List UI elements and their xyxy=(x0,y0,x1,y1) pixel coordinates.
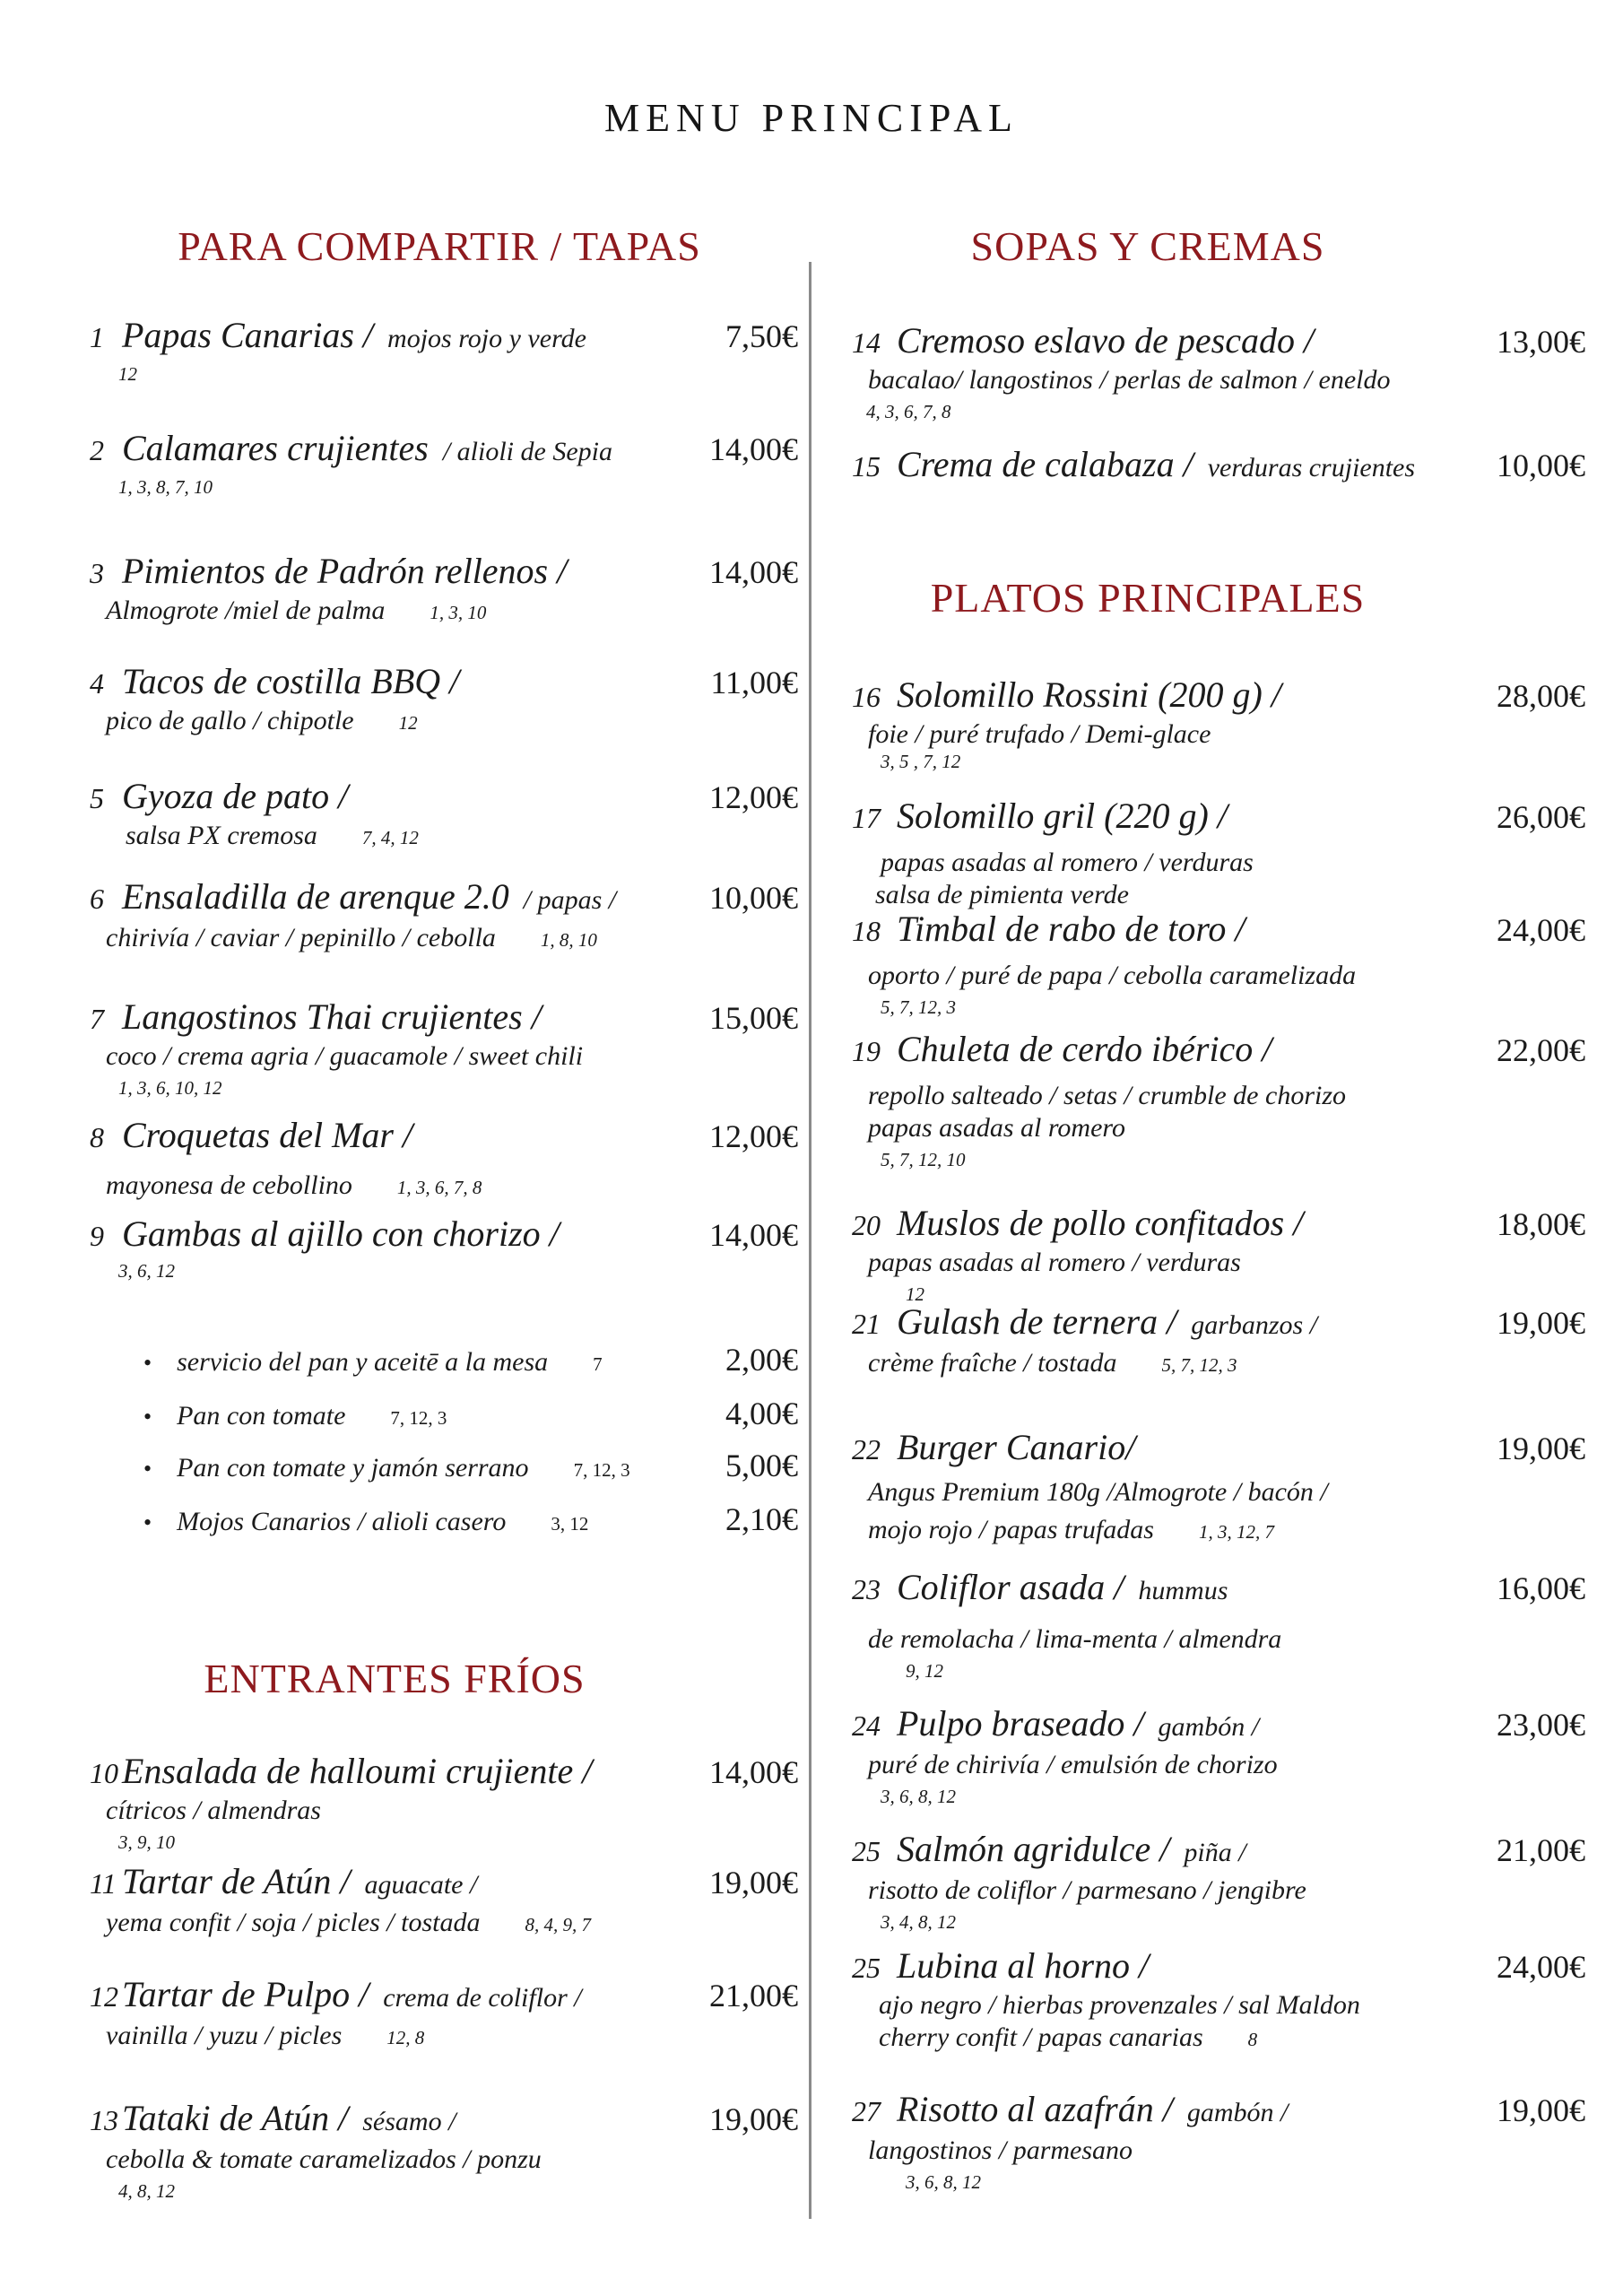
item-description-text: cítricos / almendras xyxy=(106,1796,321,1825)
item-description-text: ajo negro / hierbas provenzales / sal Maldon xyxy=(879,1990,1360,2020)
item-description xyxy=(868,1514,1585,1548)
item-description-text: langostinos / parmesano xyxy=(868,2135,1133,2165)
menu-item xyxy=(852,1204,1585,1305)
extra-allergens: 7, 12, 3 xyxy=(390,1407,447,1429)
item-price: 12,00€ xyxy=(709,1118,798,1154)
item-allergens-inline: 5, 7, 12, 3 xyxy=(1161,1354,1237,1376)
item-price: 19,00€ xyxy=(709,1865,798,1900)
item-price: 16,00€ xyxy=(1497,1570,1585,1606)
item-allergens: 3, 6, 8, 12 xyxy=(906,2171,981,2193)
item-number: 2 xyxy=(90,434,104,466)
item-description-text: papas asadas al romero / verduras xyxy=(868,1248,1241,1277)
item-head xyxy=(852,445,1585,488)
item-head xyxy=(852,321,1585,362)
item-number: 8 xyxy=(90,1121,104,1153)
section-header-principales: PLATOS PRINCIPALES xyxy=(930,575,1366,621)
extra-price: 2,10€ xyxy=(725,1501,798,1537)
item-name: Tartar de Atún / xyxy=(122,1861,351,1901)
menu-item xyxy=(852,1302,1585,1381)
extra-text: Pan con tomate y jamón serrano xyxy=(177,1453,529,1483)
item-number: 13 xyxy=(90,2104,118,2136)
extra-price: 2,00€ xyxy=(725,1342,798,1378)
item-number: 14 xyxy=(852,326,881,359)
item-head xyxy=(852,1428,1585,1469)
item-description-text: pico de gallo / chipotle xyxy=(106,706,354,735)
item-name: Gambas al ajillo con chorizo / xyxy=(122,1213,560,1254)
item-price: 14,00€ xyxy=(709,1754,798,1790)
item-description xyxy=(868,1112,1585,1144)
item-price: 26,00€ xyxy=(1497,799,1585,835)
item-head xyxy=(852,1204,1585,1245)
item-description-text: salsa de pimienta verde xyxy=(875,880,1129,909)
item-head xyxy=(852,1030,1585,1071)
menu-item xyxy=(852,445,1585,488)
item-name: Pulpo braseado / xyxy=(897,1703,1144,1744)
item-description xyxy=(868,2135,1585,2167)
item-price: 14,00€ xyxy=(709,431,798,467)
item-allergens-inline: 8 xyxy=(1247,2029,1258,2050)
extra-price: 4,00€ xyxy=(725,1396,798,1431)
item-head xyxy=(90,552,798,593)
item-description xyxy=(106,2020,798,2054)
item-note: sésamo / xyxy=(362,2107,456,2136)
item-number: 23 xyxy=(852,1573,881,1605)
item-description-text: foie / puré trufado / Demi-glace xyxy=(868,719,1211,749)
item-head xyxy=(90,777,798,818)
item-name: Tataki de Atún / xyxy=(122,2098,349,2138)
item-name: Croquetas del Mar / xyxy=(122,1115,413,1155)
item-name: Pimientos de Padrón rellenos / xyxy=(122,551,568,591)
item-number: 21 xyxy=(852,1308,881,1340)
item-name: Solomillo Rossini (200 g) / xyxy=(897,674,1281,715)
item-allergens-inline: 1, 3, 6, 7, 8 xyxy=(396,1177,482,1198)
item-number: 12 xyxy=(90,1980,118,2013)
item-number: 10 xyxy=(90,1757,118,1789)
menu-item xyxy=(852,1568,1585,1682)
menu-item xyxy=(90,1975,798,2054)
item-description xyxy=(879,2022,1585,2056)
item-name: Risotto al azafrán / xyxy=(897,2089,1173,2129)
menu-item xyxy=(852,1704,1585,1807)
item-description-text: salsa PX cremosa xyxy=(126,821,317,850)
item-name: Ensaladilla de arenque 2.0 xyxy=(122,876,509,917)
item-head xyxy=(90,1752,798,1793)
item-allergens: 3, 9, 10 xyxy=(118,1831,175,1853)
item-allergens: 3, 4, 8, 12 xyxy=(881,1911,956,1933)
menu-item xyxy=(852,909,1585,1018)
item-price: 10,00€ xyxy=(1497,448,1585,483)
item-note: aguacate / xyxy=(364,1870,478,1900)
item-head xyxy=(852,1946,1585,1987)
item-description xyxy=(106,1170,798,1204)
extra-allergens: 7, 12, 3 xyxy=(573,1459,630,1481)
item-allergens: 9, 12 xyxy=(906,1660,943,1682)
item-price: 11,00€ xyxy=(710,665,798,700)
menu-item xyxy=(852,1428,1585,1548)
item-allergens: 12 xyxy=(118,363,137,385)
item-price: 19,00€ xyxy=(1497,2092,1585,2128)
item-name: Ensalada de halloumi crujiente / xyxy=(122,1751,593,1791)
item-name: Chuleta de cerdo ibérico / xyxy=(897,1029,1272,1069)
item-name: Burger Canario/ xyxy=(897,1427,1136,1467)
item-note: garbanzos / xyxy=(1191,1310,1318,1340)
item-description xyxy=(106,1040,798,1073)
item-number: 25 xyxy=(852,1952,881,1984)
item-name: Salmón agridulce / xyxy=(897,1829,1170,1869)
item-allergens: 1, 3, 8, 7, 10 xyxy=(118,476,213,498)
menu-item xyxy=(852,675,1585,772)
item-number: 5 xyxy=(90,782,104,814)
menu-item xyxy=(90,429,798,498)
extra-allergens: 3, 12 xyxy=(551,1513,589,1535)
item-allergens-inline: 12, 8 xyxy=(386,2027,425,2048)
item-name: Solomillo gril (220 g) / xyxy=(897,796,1228,836)
item-head xyxy=(852,796,1585,838)
item-description xyxy=(106,2144,798,2176)
item-price: 19,00€ xyxy=(1497,1305,1585,1341)
item-note: piña / xyxy=(1184,1838,1246,1867)
item-description-text: vainilla / yuzu / picles xyxy=(106,2021,343,2050)
menu-item xyxy=(852,321,1585,422)
menu-item xyxy=(852,1030,1585,1170)
item-head xyxy=(90,2099,798,2142)
item-description xyxy=(868,718,1585,751)
column-divider xyxy=(809,262,812,2219)
menu-item xyxy=(90,997,798,1099)
section-header-entrantes: ENTRANTES FRÍOS xyxy=(204,1656,586,1701)
item-number: 4 xyxy=(90,667,104,700)
item-allergens: 4, 3, 6, 7, 8 xyxy=(866,401,951,422)
item-name: Crema de calabaza / xyxy=(897,444,1193,484)
item-name: Langostinos Thai crujientes / xyxy=(122,996,542,1037)
item-description xyxy=(875,879,1585,911)
item-number: 3 xyxy=(90,557,104,589)
item-name: Lubina al horno / xyxy=(897,1945,1150,1986)
item-description xyxy=(868,960,1585,992)
item-note: mojos rojo y verde xyxy=(387,324,586,353)
item-price: 19,00€ xyxy=(709,2101,798,2137)
item-allergens: 3, 6, 8, 12 xyxy=(881,1786,956,1807)
bullet-icon: • xyxy=(143,1509,152,1535)
item-head xyxy=(852,1830,1585,1873)
menu-item xyxy=(852,2090,1585,2193)
extra-price: 5,00€ xyxy=(725,1448,798,1483)
item-number: 17 xyxy=(852,802,881,834)
item-note: hummus xyxy=(1138,1576,1228,1605)
item-description-text: Angus Premium 180g /Almogrote / bacón / xyxy=(868,1477,1328,1507)
item-allergens: 4, 8, 12 xyxy=(118,2180,175,2202)
menu-item xyxy=(90,777,798,854)
item-number: 25 xyxy=(852,1835,881,1867)
page-title: MENU PRINCIPAL xyxy=(604,96,1019,140)
item-head xyxy=(90,1214,798,1256)
item-name: Tacos de costilla BBQ / xyxy=(122,661,460,701)
item-head xyxy=(90,316,798,359)
menu-item xyxy=(90,662,798,739)
item-description-text: crème fraîche / tostada xyxy=(868,1348,1117,1378)
item-name: Cremoso eslavo de pescado / xyxy=(897,320,1315,361)
item-head xyxy=(90,429,798,472)
item-description-text: chirivía / caviar / pepinillo / cebolla xyxy=(106,923,496,952)
item-allergens-inline: 12 xyxy=(398,712,418,734)
item-allergens-inline: 1, 3, 12, 7 xyxy=(1198,1521,1274,1543)
item-description xyxy=(106,595,798,629)
item-price: 21,00€ xyxy=(709,1978,798,2013)
item-description-text: puré de chirivía / emulsión de chorizo xyxy=(868,1750,1278,1779)
item-price: 24,00€ xyxy=(1497,1949,1585,1985)
item-number: 7 xyxy=(90,1003,104,1035)
item-description-text: papas asadas al romero xyxy=(868,1113,1125,1143)
item-description-text: papas asadas al romero / verduras xyxy=(881,848,1254,877)
bread-extra-row xyxy=(143,1448,798,1488)
section-header-tapas: PARA COMPARTIR / TAPAS xyxy=(178,223,701,269)
item-description-text: repollo salteado / setas / crumble de chorizo xyxy=(868,1081,1346,1110)
item-price: 10,00€ xyxy=(709,880,798,916)
item-description-text: cherry confit / papas canarias xyxy=(879,2022,1203,2052)
item-number: 24 xyxy=(852,1709,881,1742)
item-price: 18,00€ xyxy=(1497,1206,1585,1242)
item-description xyxy=(881,847,1585,879)
menu-item xyxy=(90,316,798,385)
extra-text: servicio del pan y aceitē a la mesa xyxy=(177,1347,549,1377)
item-price: 15,00€ xyxy=(709,1000,798,1036)
item-head xyxy=(852,2090,1585,2133)
item-note: verduras crujientes xyxy=(1207,453,1416,483)
item-name: Muslos de pollo confitados / xyxy=(897,1203,1304,1243)
menu-item xyxy=(90,877,798,956)
item-number: 1 xyxy=(90,321,104,353)
section-header-sopas: SOPAS Y CREMAS xyxy=(970,223,1325,269)
item-description xyxy=(106,705,798,739)
bullet-icon: • xyxy=(143,1456,152,1482)
item-note: gambón / xyxy=(1158,1712,1260,1742)
item-description xyxy=(126,820,798,854)
item-head xyxy=(90,997,798,1039)
item-description-text: coco / crema agria / guacamole / sweet chili xyxy=(106,1041,584,1071)
item-price: 24,00€ xyxy=(1497,912,1585,948)
item-description xyxy=(868,1623,1585,1656)
item-allergens-inline: 7, 4, 12 xyxy=(361,827,419,848)
item-number: 15 xyxy=(852,450,881,483)
item-number: 16 xyxy=(852,681,881,713)
menu-item xyxy=(852,1946,1585,2056)
menu-item xyxy=(90,2099,798,2202)
item-number: 9 xyxy=(90,1220,104,1252)
item-head xyxy=(852,1568,1585,1611)
item-price: 12,00€ xyxy=(709,779,798,815)
item-allergens: 3, 6, 12 xyxy=(118,1260,175,1282)
item-description xyxy=(868,1080,1585,1112)
item-allergens-inline: 8, 4, 9, 7 xyxy=(525,1914,591,1935)
menu-item xyxy=(852,796,1585,911)
item-description-text: risotto de coliflor / parmesano / jengibre xyxy=(868,1875,1306,1905)
item-description-text: bacalao/ langostinos / perlas de salmon / eneldo xyxy=(868,365,1391,395)
menu-item xyxy=(90,1214,798,1282)
item-description-text: yema confit / soja / picles / tostada xyxy=(106,1908,481,1937)
item-allergens: 12 xyxy=(906,1283,924,1305)
item-name: Coliflor asada / xyxy=(897,1567,1124,1607)
item-head xyxy=(852,675,1585,717)
item-price: 14,00€ xyxy=(709,554,798,590)
item-description-text: de remolacha / lima-menta / almendra xyxy=(868,1624,1282,1654)
item-description xyxy=(868,364,1585,396)
item-head xyxy=(90,877,798,920)
extra-text: Pan con tomate xyxy=(177,1401,346,1431)
item-note: / alioli de Sepia xyxy=(442,437,612,466)
extra-text: Mojos Canarios / alioli casero xyxy=(177,1507,507,1536)
item-allergens-inline: 1, 3, 10 xyxy=(430,602,487,623)
item-allergens: 3, 5 , 7, 12 xyxy=(881,751,961,772)
bread-extra-row xyxy=(143,1396,798,1436)
item-number: 19 xyxy=(852,1035,881,1067)
item-description xyxy=(106,922,798,956)
item-allergens: 5, 7, 12, 3 xyxy=(881,996,956,1018)
menu-item xyxy=(90,1116,798,1204)
extra-allergens: 7 xyxy=(593,1353,603,1375)
bullet-icon: • xyxy=(143,1350,152,1376)
item-price: 19,00€ xyxy=(1497,1431,1585,1466)
item-head xyxy=(90,1116,798,1157)
item-price: 7,50€ xyxy=(725,318,798,354)
item-description xyxy=(868,1749,1585,1781)
item-head xyxy=(90,662,798,703)
item-description-text: Almogrote /miel de palma xyxy=(106,596,386,625)
item-head xyxy=(90,1975,798,2018)
item-price: 28,00€ xyxy=(1497,678,1585,714)
item-number: 18 xyxy=(852,915,881,947)
bread-extra-row xyxy=(143,1501,798,1542)
item-head xyxy=(90,1862,798,1905)
item-name: Gulash de ternera / xyxy=(897,1301,1177,1342)
item-name: Tartar de Pulpo / xyxy=(122,1974,369,2014)
menu-item xyxy=(90,552,798,629)
menu-item xyxy=(852,1830,1585,1933)
item-number: 27 xyxy=(852,2095,881,2127)
item-price: 22,00€ xyxy=(1497,1032,1585,1068)
item-allergens: 5, 7, 12, 10 xyxy=(881,1149,966,1170)
item-name: Gyoza de pato / xyxy=(122,776,349,816)
item-description xyxy=(868,1874,1585,1907)
item-price: 23,00€ xyxy=(1497,1707,1585,1743)
item-description xyxy=(868,1476,1585,1509)
item-number: 22 xyxy=(852,1433,881,1465)
item-description xyxy=(879,1989,1585,2022)
item-allergens: 1, 3, 6, 10, 12 xyxy=(118,1077,222,1099)
item-name: Papas Canarias / xyxy=(122,315,374,355)
item-number: 6 xyxy=(90,883,104,915)
item-note: gambón / xyxy=(1186,2098,1289,2127)
item-description xyxy=(106,1907,798,1941)
item-number: 11 xyxy=(90,1867,117,1900)
item-price: 13,00€ xyxy=(1497,324,1585,360)
item-description-text: oporto / puré de papa / cebolla caramelizada xyxy=(868,961,1357,990)
item-number: 20 xyxy=(852,1209,881,1241)
menu-item xyxy=(90,1862,798,1941)
item-name: Calamares crujientes xyxy=(122,428,429,468)
item-price: 21,00€ xyxy=(1497,1832,1585,1868)
item-note: crema de coliflor / xyxy=(383,1983,582,2013)
item-description xyxy=(868,1347,1585,1381)
item-note: / papas / xyxy=(523,885,617,915)
item-head xyxy=(852,1302,1585,1345)
item-description-text: cebolla & tomate caramelizados / ponzu xyxy=(106,2144,542,2174)
item-description xyxy=(868,1247,1585,1279)
item-head xyxy=(852,909,1585,951)
item-description-text: mayonesa de cebollino xyxy=(106,1170,352,1200)
menu-item xyxy=(90,1752,798,1853)
bread-extra-row xyxy=(143,1342,798,1382)
item-allergens-inline: 1, 8, 10 xyxy=(540,929,597,951)
item-description-text: mojo rojo / papas trufadas xyxy=(868,1515,1154,1544)
item-head xyxy=(852,1704,1585,1747)
item-name: Timbal de rabo de toro / xyxy=(897,909,1245,949)
bullet-icon: • xyxy=(143,1404,152,1430)
item-price: 14,00€ xyxy=(709,1217,798,1253)
item-description xyxy=(106,1795,798,1827)
